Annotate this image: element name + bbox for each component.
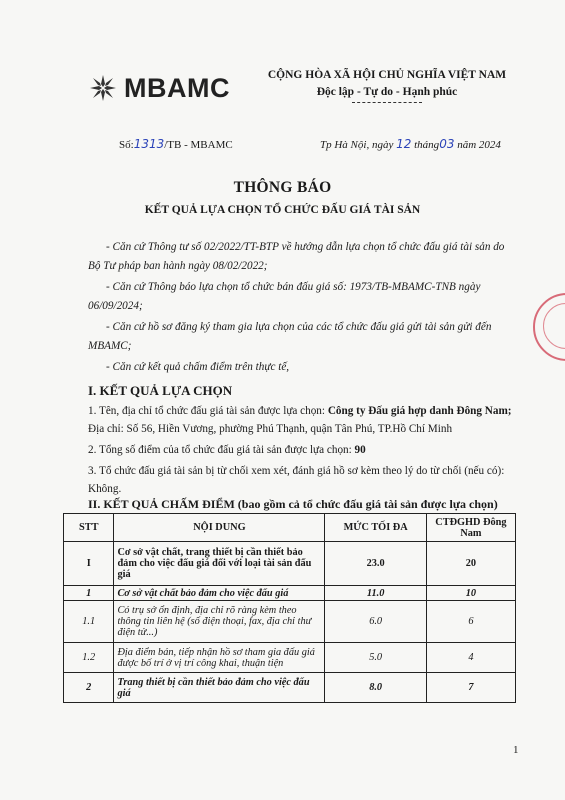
result-item-1-label: 1. Tên, địa chỉ tổ chức đấu giá tài sản được lựa chọn: [88,405,328,417]
cell-score: 4 [426,643,515,673]
column-header-content: NỘI DUNG [114,514,325,542]
ref-suffix: /TB - MBAMC [164,139,233,151]
date-day-handwritten: 12 [396,137,412,151]
result-item-2-label: 2. Tổng số điểm của tổ chức đấu giá tài sản được lựa chọn: [88,444,355,456]
document-subtitle: KẾT QUẢ LỰA CHỌN TỔ CHỨC ĐẤU GIÁ TÀI SẢN [144,204,421,216]
national-motto: Độc lập - Tự do - Hạnh phúc [316,86,458,98]
selected-organization-name: Công ty Đấu giá hợp danh Đông Nam; [327,405,512,417]
date-prefix: Tp Hà Nội, ngày [320,139,394,151]
cell-content: Có trụ sở ổn định, địa chỉ rõ ràng kèm theo thông tin liên hệ (số điện thoại, fax, địa chỉ thư điện tử...) [114,601,325,643]
section-1-heading: I. KẾT QUẢ LỰA CHỌN [88,383,233,398]
table-row [64,542,516,586]
column-header-score: CTĐGHD Đông Nam [426,514,515,542]
column-header-stt: STT [64,514,114,542]
cell-score: 6 [426,601,515,643]
date-year: năm 2024 [457,139,501,151]
logo-text: MBAMC [124,72,230,103]
result-item-3: 3. Tổ chức đấu giá tài sản bị từ chối xem xét, đánh giá hồ sơ kèm theo lý do từ chối (nếu có): Không. [88,465,505,495]
company-logo [86,68,246,108]
date-month-label: tháng [414,139,440,151]
table-row [64,601,516,643]
section-1-body [88,402,513,501]
cell-content: Trang thiết bị cần thiết bảo đảm cho việc đấu giá [114,673,325,703]
table-row [64,586,516,601]
column-header-max: MỨC TỐI ĐA [325,514,426,542]
cell-score: 20 [426,542,515,586]
cell-content: Cơ sở vật chất, trang thiết bị cần thiết bảo đảm cho việc đấu giá đối với loại tài sản đấu giá [114,542,325,586]
ref-number-handwritten: 1313 [133,137,165,151]
result-item-2 [88,441,513,459]
cell-stt: 1.1 [64,601,114,643]
cell-stt: 2 [64,673,114,703]
document-title: THÔNG BÁO [233,179,332,196]
cell-score: 10 [426,586,515,601]
mbamc-logo-icon [86,71,120,105]
table-header-row [64,514,516,542]
basis-item: - Căn cứ hồ sơ đăng ký tham gia lựa chọn của các tổ chức đấu giá gửi tài sản gửi đến MBAMC; [88,321,492,352]
legal-basis [88,238,513,379]
cell-stt: I [64,542,114,586]
cell-stt: 1 [64,586,114,601]
table-row [64,643,516,673]
selected-organization-address: Địa chỉ: Số 56, Hiền Vương, phường Phú Thạnh, quận Tân Phú, TP.Hồ Chí Minh [88,423,453,435]
document-date [320,137,501,151]
cell-max: 11.0 [325,586,426,601]
motto-divider [352,102,422,103]
score-table [63,513,516,703]
document-number [119,137,233,151]
cell-stt: 1.2 [64,643,114,673]
national-header [262,67,512,103]
table-row [64,673,516,703]
cell-score: 7 [426,673,515,703]
basis-item: - Căn cứ kết quả chấm điểm trên thực tế, [106,361,290,373]
cell-max: 23.0 [325,542,426,586]
section-2-heading: II. KẾT QUẢ CHẤM ĐIỂM (bao gồm cả tổ chức đấu giá tài sản được lựa chọn) [88,497,498,511]
page-number: 1 [513,744,519,756]
cell-content: Địa điểm bán, tiếp nhận hồ sơ tham gia đấu giá được bố trí ở vị trí công khai, thuận tiện [114,643,325,673]
date-month-handwritten: 03 [439,137,455,151]
cell-max: 8.0 [325,673,426,703]
cell-max: 5.0 [325,643,426,673]
basis-item: - Căn cứ Thông tư số 02/2022/TT-BTP về hướng dẫn lựa chọn tổ chức đấu giá tài sản do Bộ Tư pháp ban hành ngày 08/02/2022; [88,241,505,272]
result-item-1 [88,402,513,438]
basis-item: - Căn cứ Thông báo lựa chọn tổ chức bán đấu giá số: 1973/TB-MBAMC-TNB ngày 06/09/2024; [88,281,481,312]
nation-name: CỘNG HÒA XÃ HỘI CHỦ NGHĨA VIỆT NAM [267,69,507,81]
cell-max: 6.0 [325,601,426,643]
cell-content: Cơ sở vật chất bảo đảm cho việc đấu giá [114,586,325,601]
ref-prefix: Số: [119,139,134,151]
total-score: 90 [354,444,366,456]
